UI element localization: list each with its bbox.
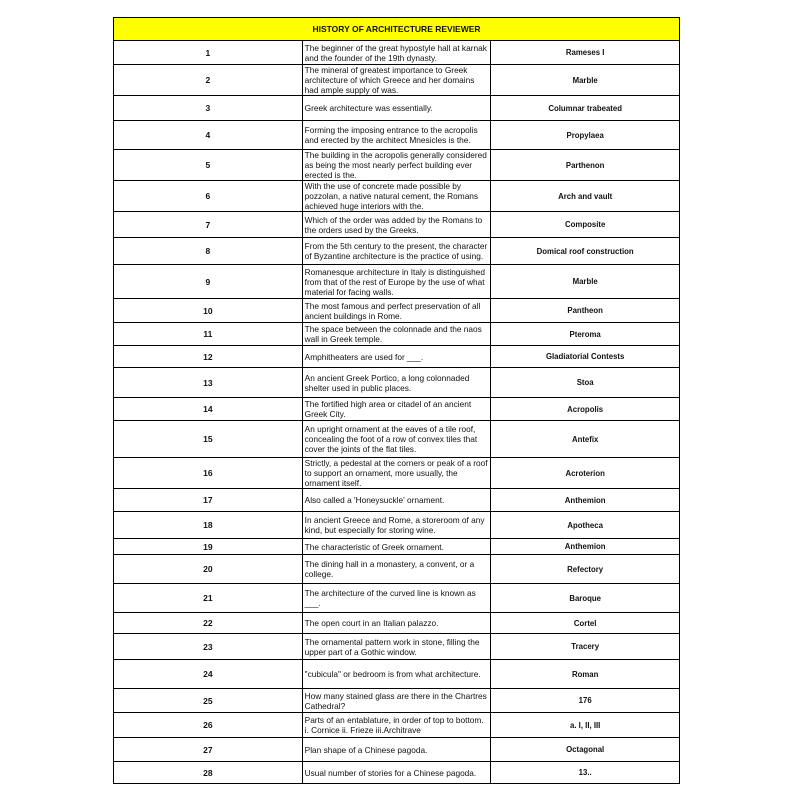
table-row [114, 265, 680, 299]
question-cell: An ancient Greek Portico, a long colonnaded shelter used in public places. [302, 368, 491, 398]
question-cell: The open court in an Italian palazzo. [302, 613, 491, 634]
answer-cell: Anthemion [491, 539, 680, 555]
question-cell: An upright ornament at the eaves of a tile roof, concealing the foot of a row of convex tiles that cover the joints of the flat tiles. [302, 421, 491, 458]
row-number: 6 [114, 181, 303, 212]
table-row [114, 539, 680, 555]
question-cell: Greek architecture was essentially. [302, 96, 491, 121]
row-number: 16 [114, 458, 303, 489]
row-number: 3 [114, 96, 303, 121]
row-number: 23 [114, 634, 303, 660]
table-row [114, 458, 680, 489]
table-body [114, 41, 680, 784]
answer-cell: Pteroma [491, 323, 680, 346]
table-title: HISTORY OF ARCHITECTURE REVIEWER [114, 18, 680, 41]
table-row [114, 398, 680, 421]
question-cell: From the 5th century to the present, the character of Byzantine architecture is the practice of using. [302, 238, 491, 265]
answer-cell: Columnar trabeated [491, 96, 680, 121]
row-number: 24 [114, 660, 303, 689]
answer-cell: Anthemion [491, 489, 680, 512]
question-cell: The architecture of the curved line is known as ___. [302, 584, 491, 613]
answer-cell: Acropolis [491, 398, 680, 421]
answer-cell: Cortel [491, 613, 680, 634]
answer-cell: Rameses I [491, 41, 680, 65]
table-row [114, 421, 680, 458]
row-number: 7 [114, 212, 303, 238]
table-row [114, 489, 680, 512]
row-number: 9 [114, 265, 303, 299]
table-row [114, 299, 680, 323]
question-cell: The beginner of the great hypostyle hall at karnak and the founder of the 19th dynasty. [302, 41, 491, 65]
question-cell: How many stained glass are there in the Chartres Cathedral? [302, 689, 491, 713]
table-row [114, 346, 680, 368]
question-cell: The building in the acropolis generally considered as being the most nearly perfect building ever erected is the. [302, 150, 491, 181]
row-number: 22 [114, 613, 303, 634]
answer-cell: Parthenon [491, 150, 680, 181]
question-cell: Strictly, a pedestal at the corners or peak of a roof to support an ornament, more usually, the ornament itself. [302, 458, 491, 489]
answer-cell: Arch and vault [491, 181, 680, 212]
table-row [114, 41, 680, 65]
question-cell: Parts of an entablature, in order of top to bottom. i. Cornice ii. Frieze iii.Architrave [302, 713, 491, 738]
question-cell: The mineral of greatest importance to Greek architecture of which Greece and her domains had ample supply of was. [302, 65, 491, 96]
table-row [114, 65, 680, 96]
question-cell: The most famous and perfect preservation of all ancient buildings in Rome. [302, 299, 491, 323]
answer-cell: Tracery [491, 634, 680, 660]
table-row [114, 555, 680, 584]
question-cell: Amphitheaters are used for ___. [302, 346, 491, 368]
row-number: 2 [114, 65, 303, 96]
row-number: 15 [114, 421, 303, 458]
answer-cell: Antefix [491, 421, 680, 458]
row-number: 19 [114, 539, 303, 555]
question-cell: The characteristic of Greek ornament. [302, 539, 491, 555]
table-row [114, 660, 680, 689]
answer-cell: Marble [491, 65, 680, 96]
table-row [114, 584, 680, 613]
question-cell: Plan shape of a Chinese pagoda. [302, 738, 491, 762]
answer-cell: Domical roof construction [491, 238, 680, 265]
table-row [114, 762, 680, 784]
answer-cell: Octagonal [491, 738, 680, 762]
row-number: 21 [114, 584, 303, 613]
answer-cell: Pantheon [491, 299, 680, 323]
question-cell: The fortified high area or citadel of an ancient Greek City. [302, 398, 491, 421]
question-cell: Which of the order was added by the Romans to the orders used by the Greeks. [302, 212, 491, 238]
table-row [114, 512, 680, 539]
row-number: 20 [114, 555, 303, 584]
reviewer-table [113, 17, 680, 784]
answer-cell: 13.. [491, 762, 680, 784]
question-cell: The space between the colonnade and the naos wall in Greek temple. [302, 323, 491, 346]
row-number: 11 [114, 323, 303, 346]
row-number: 18 [114, 512, 303, 539]
row-number: 26 [114, 713, 303, 738]
table-row [114, 738, 680, 762]
answer-cell: Stoa [491, 368, 680, 398]
table-row [114, 713, 680, 738]
row-number: 27 [114, 738, 303, 762]
row-number: 14 [114, 398, 303, 421]
table-row [114, 96, 680, 121]
answer-cell: Baroque [491, 584, 680, 613]
answer-cell: Composite [491, 212, 680, 238]
answer-cell: Apotheca [491, 512, 680, 539]
row-number: 4 [114, 121, 303, 150]
row-number: 12 [114, 346, 303, 368]
row-number: 25 [114, 689, 303, 713]
table-row [114, 238, 680, 265]
question-cell: Forming the imposing entrance to the acropolis and erected by the architect Mnesicles is the. [302, 121, 491, 150]
table-row [114, 634, 680, 660]
question-cell: The dining hall in a monastery, a convent, or a college. [302, 555, 491, 584]
answer-cell: Acroterion [491, 458, 680, 489]
answer-cell: Marble [491, 265, 680, 299]
table-row [114, 150, 680, 181]
question-cell: Usual number of stories for a Chinese pagoda. [302, 762, 491, 784]
question-cell: With the use of concrete made possible by pozzolan, a native natural cement, the Romans achieved huge interiors with the. [302, 181, 491, 212]
table-row [114, 212, 680, 238]
row-number: 10 [114, 299, 303, 323]
row-number: 8 [114, 238, 303, 265]
table-row [114, 689, 680, 713]
table-row [114, 181, 680, 212]
question-cell: Romanesque architecture in Italy is distinguished from that of the rest of Europe by the use of what material for facing walls. [302, 265, 491, 299]
question-cell: "cubicula" or bedroom is from what architecture. [302, 660, 491, 689]
row-number: 17 [114, 489, 303, 512]
answer-cell: Refectory [491, 555, 680, 584]
table-row [114, 613, 680, 634]
question-cell: The ornamental pattern work in stone, filling the upper part of a Gothic window. [302, 634, 491, 660]
question-cell: In ancient Greece and Rome, a storeroom of any kind, but especially for storing wine. [302, 512, 491, 539]
row-number: 28 [114, 762, 303, 784]
row-number: 13 [114, 368, 303, 398]
answer-cell: 176 [491, 689, 680, 713]
question-cell: Also called a 'Honeysuckle' ornament. [302, 489, 491, 512]
answer-cell: Propylaea [491, 121, 680, 150]
table-row [114, 323, 680, 346]
answer-cell: Roman [491, 660, 680, 689]
row-number: 1 [114, 41, 303, 65]
answer-cell: Gladiatorial Contests [491, 346, 680, 368]
table-row [114, 121, 680, 150]
table-row [114, 368, 680, 398]
row-number: 5 [114, 150, 303, 181]
answer-cell: a. I, II, III [491, 713, 680, 738]
